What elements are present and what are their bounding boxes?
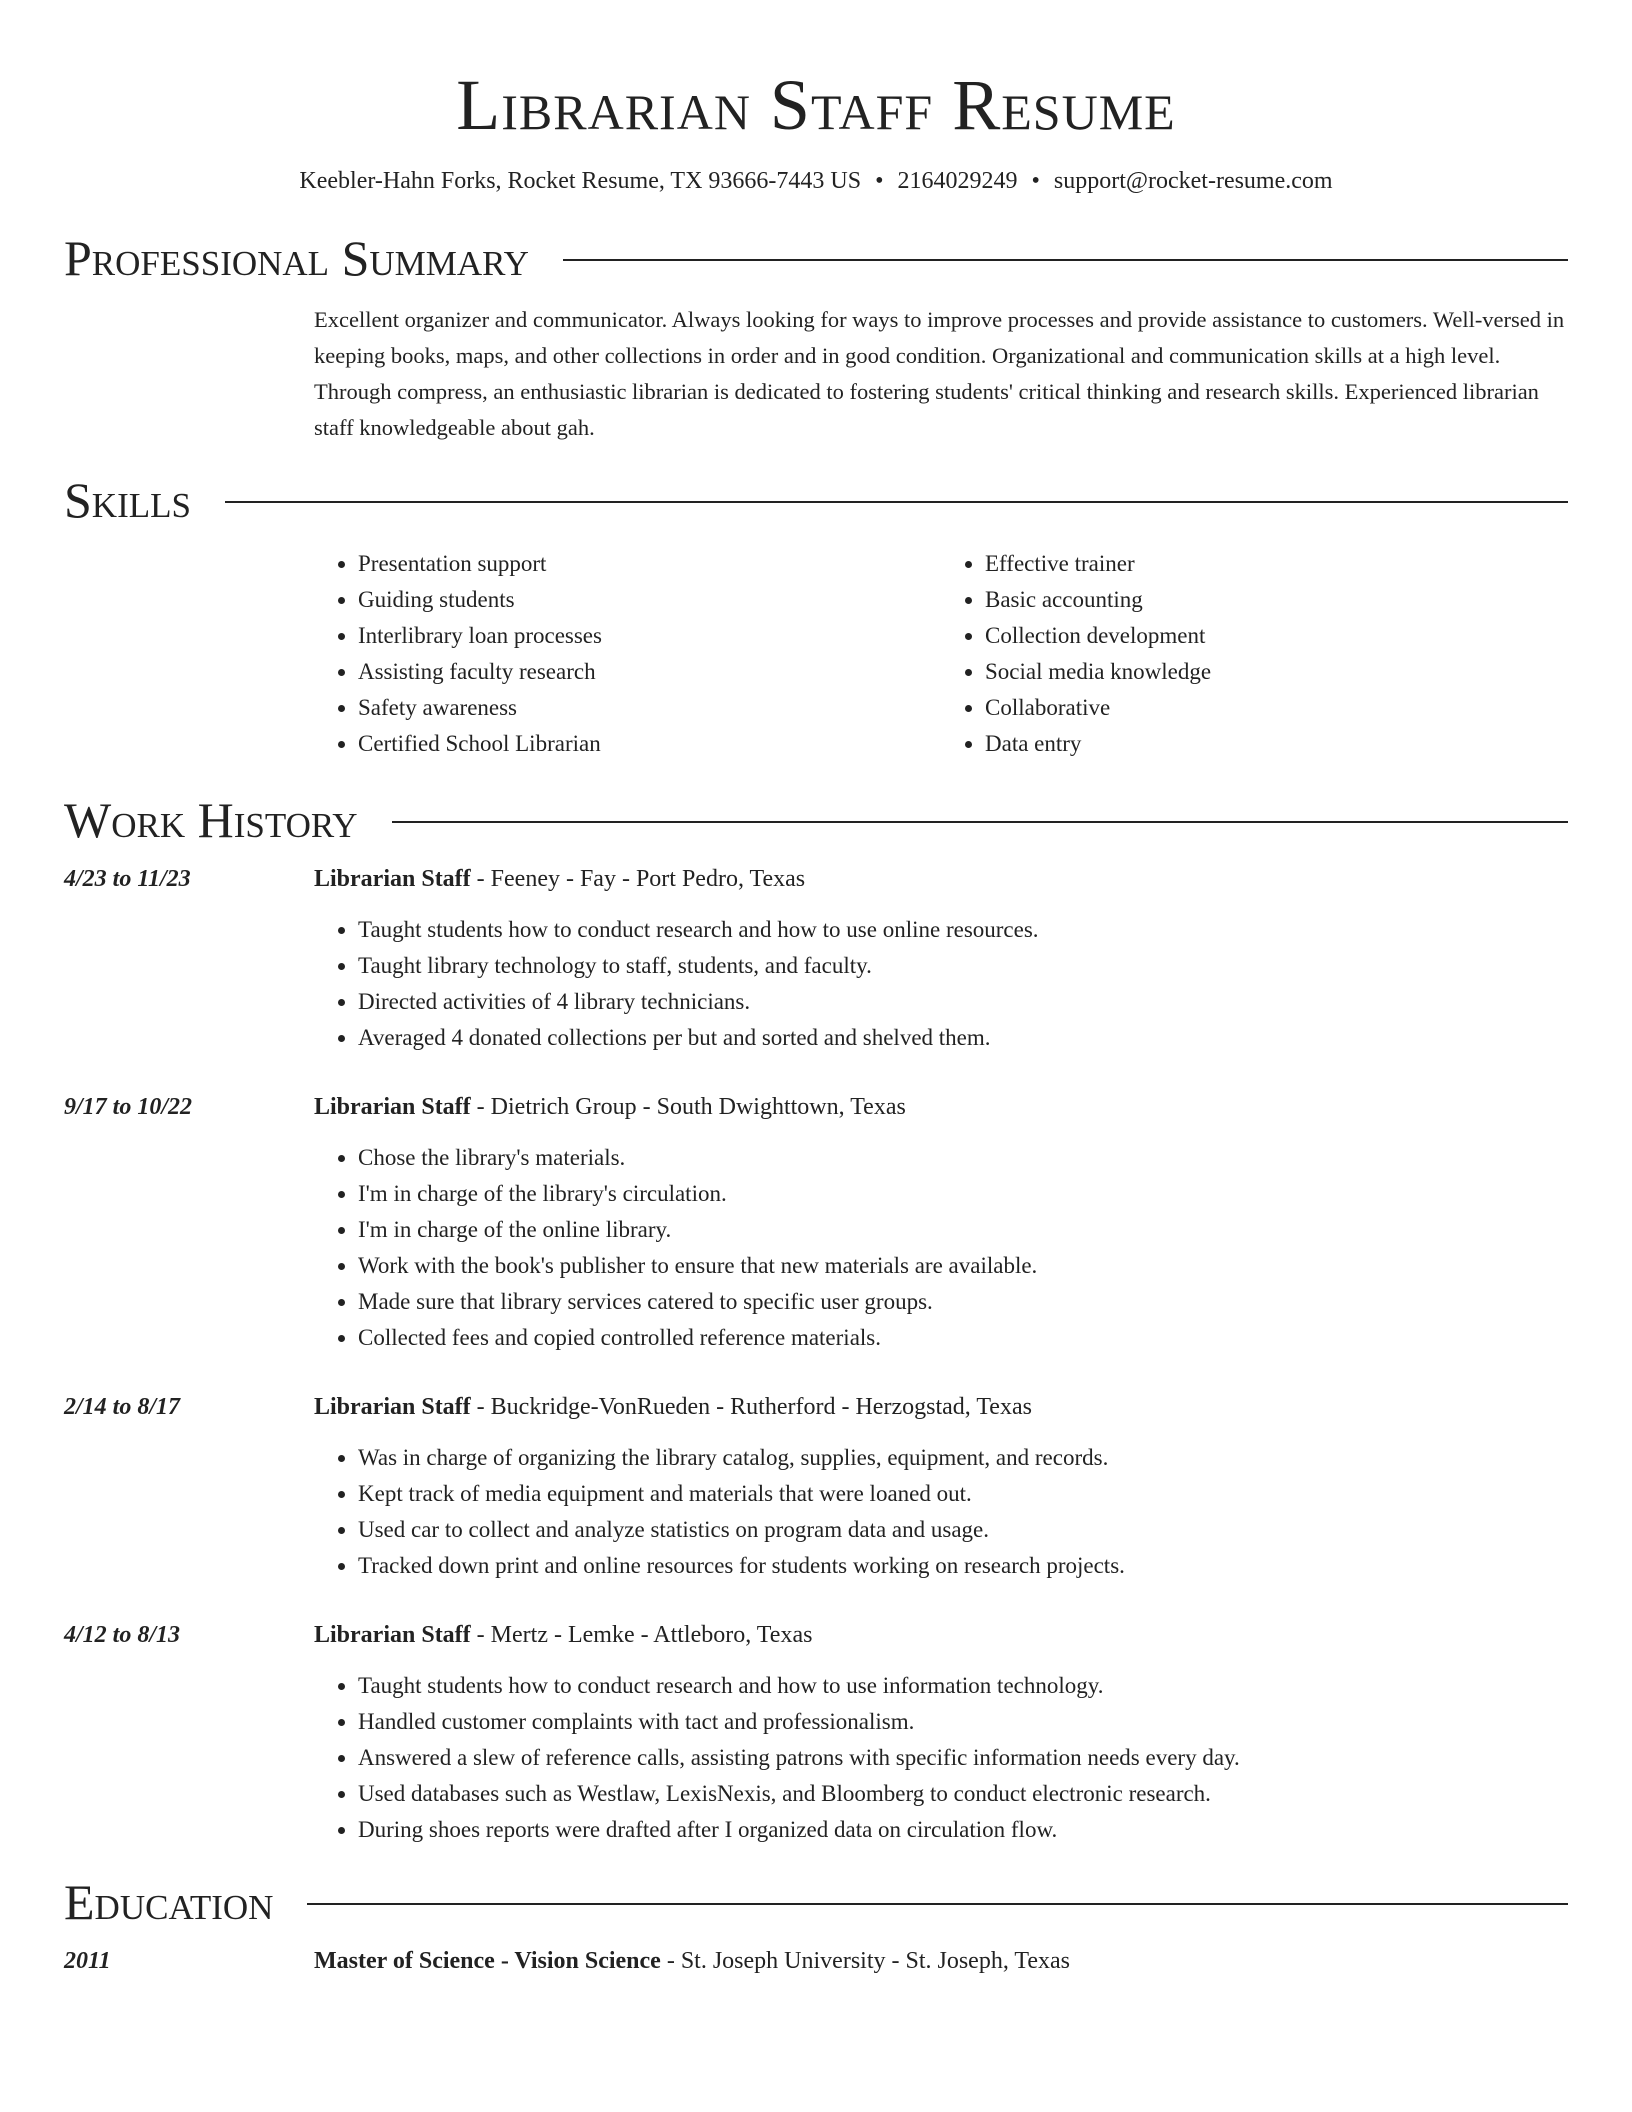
job-body [314, 1390, 1568, 1584]
job-title: Librarian Staff [314, 866, 471, 892]
skill-item: • Data entry [985, 726, 1568, 762]
job-bullet: • Averaged 4 donated collections per but and sorted and shelved them. [358, 1020, 1568, 1056]
job-title: Librarian Staff [314, 1622, 471, 1648]
job-bullet: • Handled customer complaints with tact and professionalism. [358, 1704, 1568, 1740]
section-divider [392, 821, 1568, 823]
education-degree: Master of Science - Vision Science [314, 1948, 661, 1974]
section-divider [307, 1903, 1568, 1905]
job-bullet: • Taught students how to conduct research and how to use information technology. [358, 1668, 1568, 1704]
summary-section-header [64, 228, 1568, 288]
job-bullet: • Work with the book's publisher to ensure that new materials are available. [358, 1248, 1568, 1284]
contact-separator: • [1031, 168, 1040, 194]
education-section-header [64, 1872, 1568, 1932]
job-entry [64, 1390, 1568, 1584]
job-bullet: • Used databases such as Westlaw, LexisNexis, and Bloomberg to conduct electronic research. [358, 1776, 1568, 1812]
contact-separator: • [875, 168, 884, 194]
education-year: 2011 [64, 1948, 111, 1974]
skill-item: • Interlibrary loan processes [358, 618, 941, 654]
skills-column-right [941, 546, 1568, 762]
job-bullet: • Tracked down print and online resources for students working on research projects. [358, 1548, 1568, 1584]
job-entry [64, 862, 1568, 1056]
job-bullet: • Collected fees and copied controlled reference materials. [358, 1320, 1568, 1356]
job-bullets [314, 1668, 1568, 1848]
skills-heading: Skills [64, 472, 191, 528]
job-dates: 2/14 to 8/17 [64, 1394, 181, 1420]
skill-item: • Basic accounting [985, 582, 1568, 618]
skill-item: • Collaborative [985, 690, 1568, 726]
education-school: - St. Joseph University - St. Joseph, Texas [660, 1948, 1071, 1974]
job-title: Librarian Staff [314, 1394, 471, 1420]
job-employer: - Feeney - Fay - Port Pedro, Texas [470, 866, 806, 892]
skill-item: • Assisting faculty research [358, 654, 941, 690]
job-bullet: • Taught students how to conduct research and how to use online resources. [358, 912, 1568, 948]
job-employer: - Dietrich Group - South Dwighttown, Texas [470, 1094, 906, 1120]
summary-text: Excellent organizer and communicator. Always looking for ways to improve processes and provide assistance to customers. Well-versed in keeping books, maps, and other collections in order and in good condition. Organizational and communication skills at a high level. Through compress, an enthusiastic librarian is dedicated to fostering students' critical thinking and research skills. Experienced librarian staff knowledgeable about gah. [314, 307, 1565, 440]
job-bullet: • I'm in charge of the online library. [358, 1212, 1568, 1248]
skill-item: • Social media knowledge [985, 654, 1568, 690]
job-entry [64, 1618, 1568, 1848]
job-bullet: • Chose the library's materials. [358, 1140, 1568, 1176]
education-body [314, 1944, 1568, 1978]
job-employer: - Mertz - Lemke - Attleboro, Texas [470, 1622, 813, 1648]
job-bullet: • Kept track of media equipment and materials that were loaned out. [358, 1476, 1568, 1512]
education-line [314, 1944, 1568, 1978]
job-dates: 4/23 to 11/23 [64, 866, 191, 892]
job-employer: - Buckridge-VonRueden - Rutherford - Herzogstad, Texas [470, 1394, 1032, 1420]
resume-title: Librarian Staff Resume [456, 65, 1176, 145]
contact-line [64, 166, 1568, 196]
job-body [314, 1090, 1568, 1356]
job-title-line [314, 862, 1568, 896]
section-divider [225, 501, 1568, 503]
skill-item: • Guiding students [358, 582, 941, 618]
skills-column-left [314, 546, 941, 762]
contact-phone: 2164029249 [897, 168, 1018, 194]
education-heading: Education [64, 1874, 274, 1930]
job-bullets [314, 1140, 1568, 1356]
job-bullet: • Was in charge of organizing the library catalog, supplies, equipment, and records. [358, 1440, 1568, 1476]
skill-item: • Presentation support [358, 546, 941, 582]
job-body [314, 1618, 1568, 1848]
job-dates: 9/17 to 10/22 [64, 1094, 193, 1120]
skills-section-header [64, 470, 1568, 530]
section-divider [563, 259, 1568, 261]
skill-item: • Certified School Librarian [358, 726, 941, 762]
job-body [314, 862, 1568, 1056]
contact-address: Keebler-Hahn Forks, Rocket Resume, TX 93666-7443 US [299, 168, 862, 194]
job-bullet: • Taught library technology to staff, students, and faculty. [358, 948, 1568, 984]
summary-heading: Professional Summary [64, 230, 529, 286]
skill-item: • Safety awareness [358, 690, 941, 726]
contact-email: support@rocket-resume.com [1053, 168, 1333, 194]
job-title-line [314, 1618, 1568, 1652]
job-title: Librarian Staff [314, 1094, 471, 1120]
work-heading: Work History [64, 792, 358, 848]
job-bullet: • Made sure that library services catered to specific user groups. [358, 1284, 1568, 1320]
job-bullets [314, 1440, 1568, 1584]
job-dates: 4/12 to 8/13 [64, 1622, 181, 1648]
job-bullets [314, 912, 1568, 1056]
skills-list [314, 546, 1568, 762]
job-bullet: • Directed activities of 4 library technicians. [358, 984, 1568, 1020]
job-bullet: • I'm in charge of the library's circulation. [358, 1176, 1568, 1212]
job-title-line [314, 1390, 1568, 1424]
job-bullet: • Answered a slew of reference calls, assisting patrons with specific information needs every day. [358, 1740, 1568, 1776]
job-bullet: • During shoes reports were drafted after I organized data on circulation flow. [358, 1812, 1568, 1848]
education-entry [64, 1944, 1568, 1978]
skill-item: • Collection development [985, 618, 1568, 654]
job-entry [64, 1090, 1568, 1356]
skill-item: • Effective trainer [985, 546, 1568, 582]
work-section-header [64, 790, 1568, 850]
job-bullet: • Used car to collect and analyze statistics on program data and usage. [358, 1512, 1568, 1548]
job-title-line [314, 1090, 1568, 1124]
